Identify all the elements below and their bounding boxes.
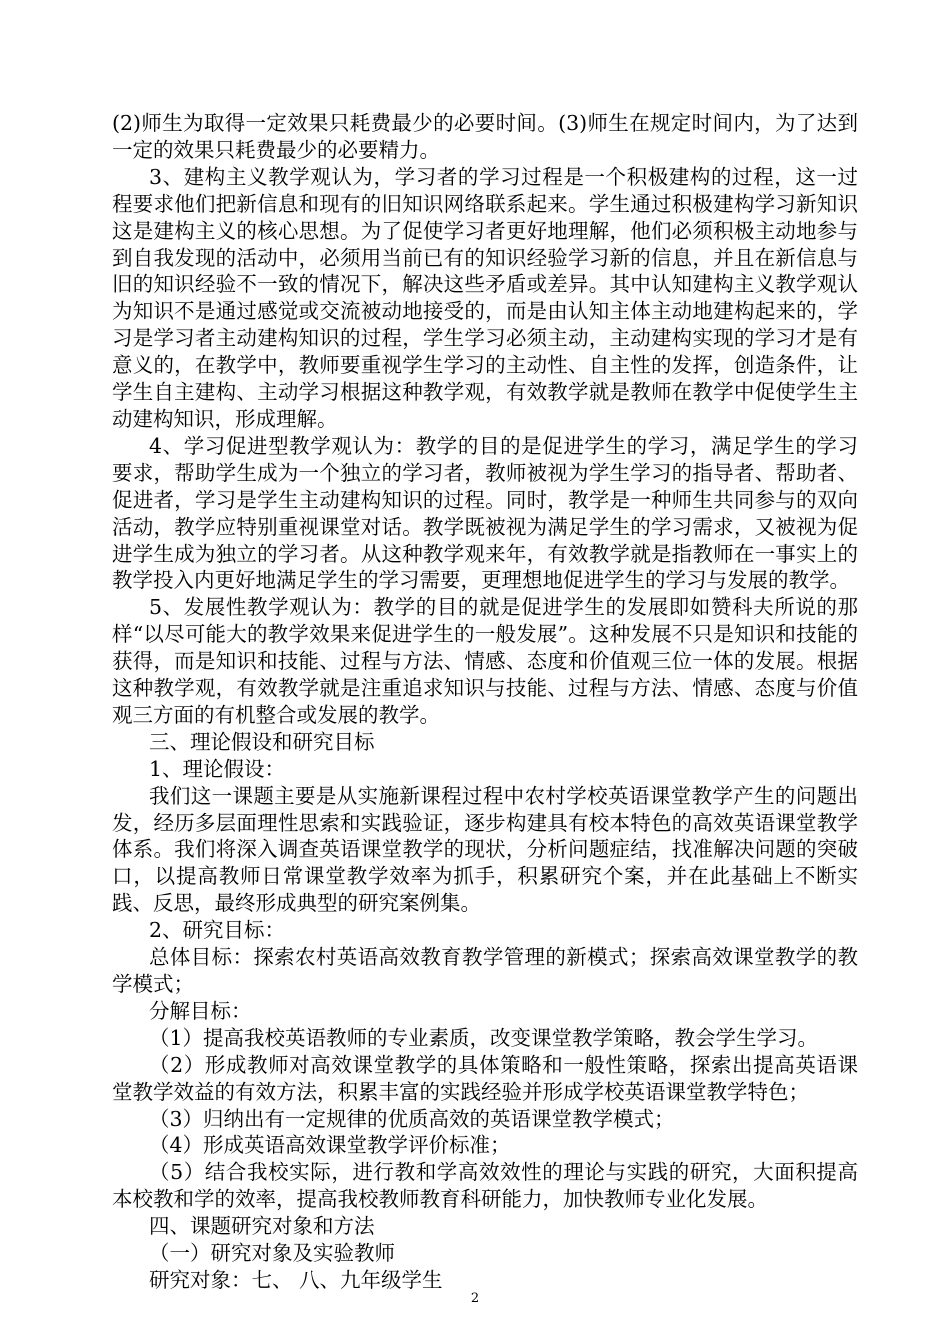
section-heading-subjects-methods: 四、课题研究对象和方法 xyxy=(149,1214,375,1239)
subheading-theoretical-hypothesis: 1、理论假设： xyxy=(149,756,286,781)
paragraph-hypothesis: 我们这一课题主要是从实施新课程过程中农村学校英语课堂教学产生的问题出发，经历多层面理性思索和实践验证，逐步构建具有校本特色的高效英语课堂教学体系。我们将深入调查英语课堂教学的现状，分析问题症结，找准解决问题的突破口，以提高教师日常课堂教学效率为抓手，积累研究个案，并在此基础上不断实践、反思，最终形成典型的研究案例集。 xyxy=(112,783,858,916)
subheading-research-goals: 2、研究目标： xyxy=(149,918,286,943)
paragraph-constructivism: 3、建构主义教学观认为，学习者的学习过程是一个积极建构的过程，这一过程要求他们把新信息和现有的旧知识网络联系起来。学生通过积极建构学习新知识这是建构主义的核心思想。为了促使学习者更好地理解，他们必须积极主动地参与到自我发现的活动中，必须用当前已有的知识经验学习新的信息，并且在新信息与旧的知识经验不一致的情况下，解决这些矛盾或差异。其中认知建构主义教学观认为知识不是通过感觉或交流被动地接受的，而是由认知主体主动地建构起来的，学习是学习者主动建构知识的过程，学生学习必须主动，主动建构实现的学习才是有意义的，在教学中，教师要重视学生学习的主动性、自主性的发挥，创造条件，让学生自主建构、主动学习根据这种教学观，有效教学就是教师在教学中促使学生主动建构知识，形成理解。 xyxy=(112,164,858,431)
document-body xyxy=(112,110,858,1294)
paragraph-research-subjects: 研究对象：七、 八、九年级学生 xyxy=(149,1267,443,1292)
list-item-goal-3: （3）归纳出有一定规律的优质高效的英语课堂教学模式； xyxy=(149,1106,675,1131)
paragraph-learning-promotion: 4、学习促进型教学观认为：教学的目的是促进学生的学习，满足学生的学习要求，帮助学生成为一个独立的学习者，教师被视为学生学习的指导者、帮助者、促进者，学习是学生主动建构知识的过程。同时，教学是一种师生共同参与的双向活动，教学应特别重视课堂对话。教学既被视为满足学生的学习需求，又被视为促进学生成为独立的学习者。从这种教学观来年，有效教学就是指教师在一事实上的教学投入内更好地满足学生的学习需要，更理想地促进学生的学习与发展的教学。 xyxy=(112,433,858,593)
page-number: 2 xyxy=(470,1291,480,1306)
paragraph-overall-goal: 总体目标：探索农村英语高效教育教学管理的新模式；探索高效课堂教学的教学模式； xyxy=(112,945,858,996)
list-item-goal-2: （2）形成教师对高效课堂教学的具体策略和一般性策略，探索出提高英语课堂教学效益的有效方法，积累丰富的实践经验并形成学校英语课堂教学特色； xyxy=(112,1052,858,1104)
list-item-goal-1: （1）提高我校英语教师的专业素质，改变课堂教学策略，教会学生学习。 xyxy=(149,1025,819,1050)
section-heading-hypothesis-goals: 三、理论假设和研究目标 xyxy=(149,729,375,754)
list-item-goal-5: （5）结合我校实际，进行教和学高效效性的理论与实践的研究，大面积提高本校教和学的效率，提高我校教师教育科研能力，加快教师专业化发展。 xyxy=(112,1160,858,1212)
paragraph-developmental: 5、发展性教学观认为：教学的目的就是促进学生的发展即如赞科夫所说的那样“以尽可能大的教学效果来促进学生的一般发展”。这种发展不只是知识和技能的获得，而是知识和技能、过程与方法、情感、态度和价值观三位一体的发展。根据这种教学观，有效教学就是注重追求知识与技能、过程与方法、情感、态度与价值观三方面的有机整合或发展的教学。 xyxy=(112,595,858,727)
subheading-subjects-teachers: （一）研究对象及实验教师 xyxy=(149,1241,395,1266)
subheading-sub-goals: 分解目标： xyxy=(149,998,252,1023)
paragraph-efficiency-time: (2)师生为取得一定效果只耗费最少的必要时间。(3)师生在规定时间内，为了达到一定的效果只耗费最少的必要精力。 xyxy=(112,111,858,162)
list-item-goal-4: （4）形成英语高效课堂教学评价标准； xyxy=(149,1133,511,1158)
